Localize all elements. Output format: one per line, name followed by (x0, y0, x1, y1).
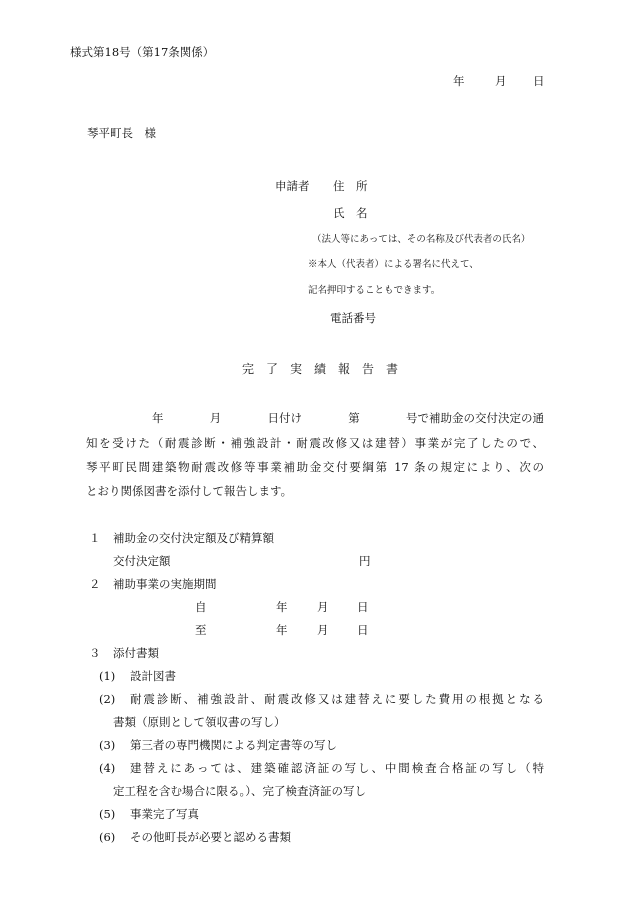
attachment-2-number: (2) (99, 692, 116, 706)
date-year: 年 (453, 74, 465, 88)
section1-number: １ (89, 531, 101, 545)
form-number: 様式第18号（第17条関係） (70, 45, 215, 59)
section2-heading: 補助事業の実施期間 (113, 577, 217, 591)
period-to-year: 年 (276, 623, 288, 637)
corporate-note: （法人等にあっては、その名称及び代表者の氏名） (312, 234, 531, 245)
period-to-label: 至 (195, 623, 207, 637)
document-title: 完 了 実 績 報 告 書 (242, 362, 399, 376)
attachment-2-text-line-1: 耐震診断、補強設計、耐震改修又は建替えに要した費用の根拠となる (130, 692, 544, 706)
section2-number: ２ (89, 577, 101, 591)
section3-heading: 添付書類 (113, 646, 159, 660)
signature-note-1: ※本人（代表者）による署名に代えて、 (308, 259, 479, 270)
period-to-month: 月 (317, 623, 329, 637)
body-line1-year: 年 (152, 411, 164, 425)
period-from-day: 日 (357, 600, 369, 614)
attachment-1-text: 設計図書 (130, 669, 176, 683)
attachment-6-number: (6) (99, 830, 116, 844)
phone-label: 電話番号 (330, 311, 376, 325)
body-line-4: とおり関係図書を添付して報告します。 (86, 484, 293, 498)
date-month: 月 (495, 74, 507, 88)
period-to-day: 日 (357, 623, 369, 637)
attachment-5-text: 事業完了写真 (130, 807, 199, 821)
signature-note-2: 記名押印することもできます。 (308, 285, 441, 296)
attachment-3-text: 第三者の専門機関による判定書等の写し (130, 738, 337, 752)
body-line1-month: 月 (209, 411, 222, 425)
body-line1-rest: 号で補助金の交付決定の通 (406, 411, 544, 425)
applicant-address-label: 住 所 (333, 179, 368, 193)
period-from-label: 自 (195, 600, 207, 614)
body-line1-number-prefix: 第 (348, 411, 360, 425)
date-day: 日 (533, 74, 545, 88)
body-line1-datefix: 日付け (267, 411, 302, 425)
addressee: 琴平町長 様 (87, 126, 156, 140)
attachment-4-number: (4) (99, 761, 116, 775)
period-from-month: 月 (317, 600, 329, 614)
grant-amount-label: 交付決定額 (113, 554, 171, 568)
attachment-2-text-line-2: 書類（原則として領収書の写し） (113, 715, 286, 729)
body-line-2: 知を受けた（耐震診断・補強設計・耐震改修又は建替）事業が完了したので、 (86, 436, 544, 450)
attachment-3-number: (3) (99, 738, 116, 752)
yen-unit: 円 (359, 554, 371, 568)
body-line-3: 琴平町民間建築物耐震改修等事業補助金交付要綱第 17 条の規定により、次の (86, 460, 544, 474)
attachment-4-text-line-1: 建替えにあっては、建築確認済証の写し、中間検査合格証の写し（特 (130, 761, 544, 775)
attachment-6-text: その他町長が必要と認める書類 (130, 830, 291, 844)
section1-heading: 補助金の交付決定額及び精算額 (113, 531, 274, 545)
period-from-year: 年 (276, 600, 288, 614)
attachment-5-number: (5) (99, 807, 116, 821)
body-line-1 (152, 413, 544, 425)
attachment-4-text-line-2: 定工程を含む場合に限る。）、完了検査済証の写し (113, 784, 366, 798)
attachment-1-number: (1) (99, 669, 116, 683)
applicant-name-label: 氏 名 (333, 206, 368, 220)
section3-number: ３ (89, 646, 101, 660)
applicant-label: 申請者 (275, 179, 310, 193)
